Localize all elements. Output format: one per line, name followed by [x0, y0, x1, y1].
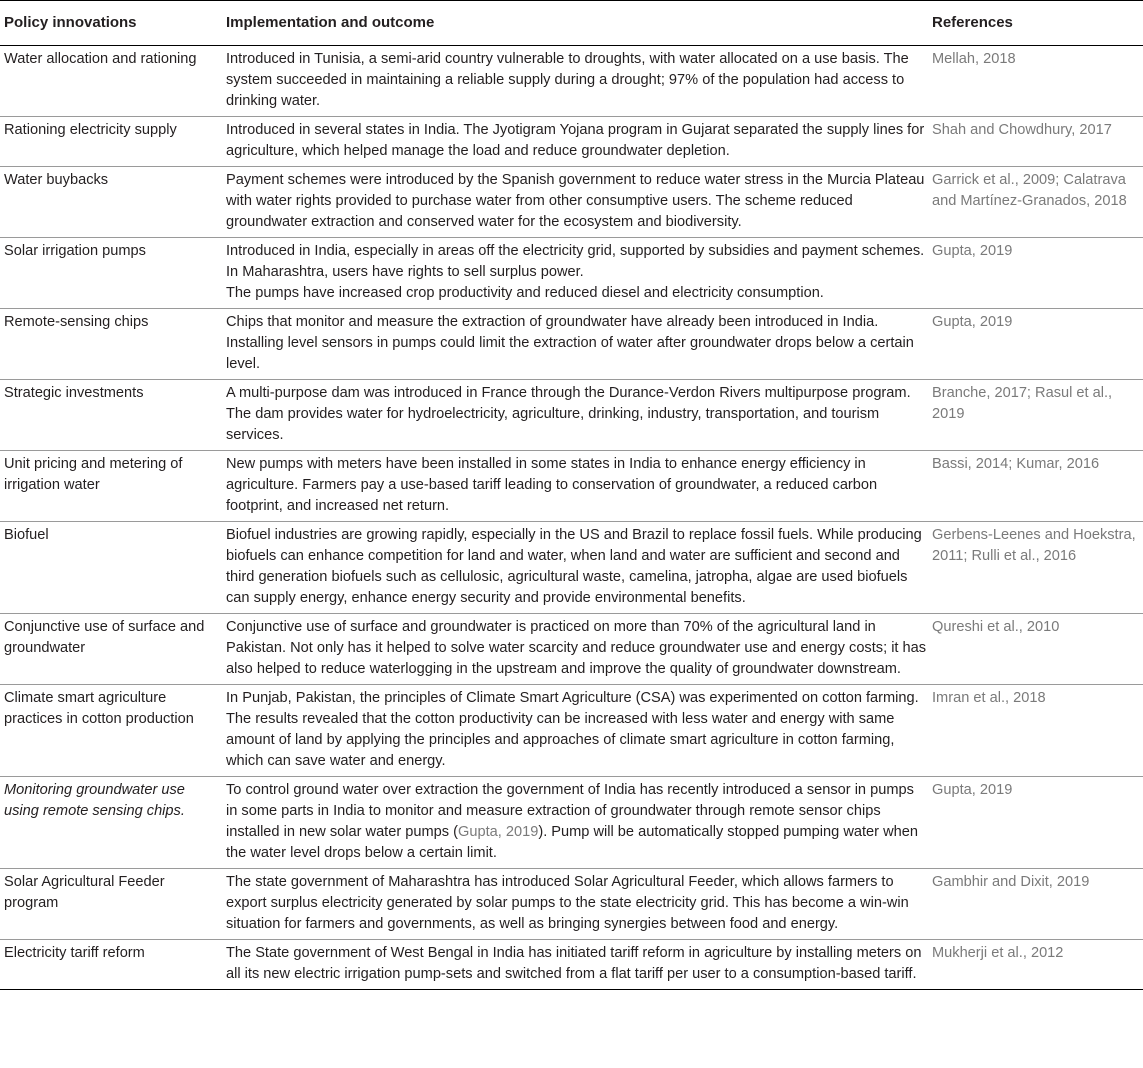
policy-cell: Electricity tariff reform [0, 940, 224, 990]
references-cell: Branche, 2017; Rasul et al., 2019 [930, 380, 1143, 451]
policy-cell: Solar Agricultural Feeder program [0, 869, 224, 940]
policy-cell: Biofuel [0, 522, 224, 614]
references-cell: Qureshi et al., 2010 [930, 614, 1143, 685]
implementation-text: ). Pump will be automatically stopped pumping water when the water level drops below a certain limit. [226, 824, 918, 861]
implementation-cell: The state government of Maharashtra has introduced Solar Agricultural Feeder, which allows farmers to export surplus electricity generated by solar pumps to the state electricity grid. This has become a win-win situation for farmers and governments, as well as bringing synergies between food and energy. [224, 869, 930, 940]
policy-cell: Conjunctive use of surface and groundwater [0, 614, 224, 685]
table-row [0, 685, 1143, 777]
implementation-cell [224, 238, 930, 309]
table-row [0, 869, 1143, 940]
implementation-cell: A multi-purpose dam was introduced in France through the Durance-Verdon Rivers multipurpose program. The dam provides water for hydroelectricity, agriculture, drinking, industry, transportation, and tourism services. [224, 380, 930, 451]
implementation-cell: New pumps with meters have been installed in some states in India to enhance energy efficiency in agriculture. Farmers pay a use-based tariff leading to conservation of groundwater, a reduced carbon footprint, and increased net return. [224, 451, 930, 522]
table-row [0, 167, 1143, 238]
policy-cell: Remote-sensing chips [0, 309, 224, 380]
policy-cell: Water buybacks [0, 167, 224, 238]
references-cell: Imran et al., 2018 [930, 685, 1143, 777]
policy-cell: Water allocation and rationing [0, 46, 224, 117]
policy-cell: Rationing electricity supply [0, 117, 224, 167]
table-body [0, 46, 1143, 990]
table-row [0, 451, 1143, 522]
implementation-cell [224, 777, 930, 869]
policy-cell: Solar irrigation pumps [0, 238, 224, 309]
implementation-cell: Introduced in Tunisia, a semi-arid country vulnerable to droughts, with water allocated on a use basis. The system succeeded in maintaining a reliable supply during a drought; 97% of the population had access to drinking water. [224, 46, 930, 117]
table-row [0, 46, 1143, 117]
references-cell: Gupta, 2019 [930, 309, 1143, 380]
table-header [0, 1, 1143, 46]
header-row [0, 1, 1143, 46]
header-references: References [930, 1, 1143, 46]
table-row [0, 238, 1143, 309]
implementation-cell: In Punjab, Pakistan, the principles of Climate Smart Agriculture (CSA) was experimented on cotton farming. The results revealed that the cotton productivity can be increased with less water and energy with same amount of land by applying the principles and approaches of climate smart agriculture in cotton farming, which can save water and energy. [224, 685, 930, 777]
policy-cell: Strategic investments [0, 380, 224, 451]
table-row [0, 940, 1143, 990]
references-cell: Gupta, 2019 [930, 777, 1143, 869]
table-row [0, 522, 1143, 614]
policy-cell: Climate smart agriculture practices in cotton production [0, 685, 224, 777]
table-row [0, 380, 1143, 451]
policy-cell: Monitoring groundwater use using remote sensing chips. [0, 777, 224, 869]
references-cell: Mellah, 2018 [930, 46, 1143, 117]
references-cell: Bassi, 2014; Kumar, 2016 [930, 451, 1143, 522]
implementation-cell: Payment schemes were introduced by the Spanish government to reduce water stress in the Murcia Plateau with water rights provided to purchase water from other consumptive users. The scheme reduced groundwater extraction and conserved water for the ecosystem and biodiversity. [224, 167, 930, 238]
references-cell: Gerbens-Leenes and Hoekstra, 2011; Rulli et al., 2016 [930, 522, 1143, 614]
citation-link[interactable]: Gupta, 2019 [457, 824, 539, 840]
table-row [0, 309, 1143, 380]
policy-cell: Unit pricing and metering of irrigation water [0, 451, 224, 522]
references-cell: Mukherji et al., 2012 [930, 940, 1143, 990]
table-row [0, 117, 1143, 167]
implementation-cell: Biofuel industries are growing rapidly, especially in the US and Brazil to replace fossil fuels. While producing biofuels can enhance competition for land and water, when land and water are sufficient and second and third generation biofuels such as cellulosic, agricultural waste, camelina, jatropha, algae are used biofuels can supply energy, enhance energy security and provide environmental benefits. [224, 522, 930, 614]
references-cell: Gambhir and Dixit, 2019 [930, 869, 1143, 940]
implementation-cell: Conjunctive use of surface and groundwater is practiced on more than 70% of the agricultural land in Pakistan. Not only has it helped to solve water scarcity and reduce groundwater use and energy costs; it has also helped to reduce waterlogging in the upstream and improve the quality of groundwater downstream. [224, 614, 930, 685]
implementation-cell: The State government of West Bengal in India has initiated tariff reform in agriculture by installing meters on all its new electric irrigation pump-sets and switched from a flat tariff per user to a consumption-based tariff. [224, 940, 930, 990]
implementation-line: The pumps have increased crop productivity and reduced diesel and electricity consumption. [226, 285, 824, 301]
references-cell: Gupta, 2019 [930, 238, 1143, 309]
table-row [0, 777, 1143, 869]
table-row [0, 614, 1143, 685]
header-policy: Policy innovations [0, 1, 224, 46]
references-cell: Garrick et al., 2009; Calatrava and Martínez-Granados, 2018 [930, 167, 1143, 238]
references-cell: Shah and Chowdhury, 2017 [930, 117, 1143, 167]
implementation-cell: Introduced in several states in India. The Jyotigram Yojana program in Gujarat separated the supply lines for agriculture, which helped manage the load and reduce groundwater depletion. [224, 117, 930, 167]
header-implementation: Implementation and outcome [224, 1, 930, 46]
implementation-text: To control ground water over extraction the government of India has recently introduced a sensor in pumps in some parts in India to monitor and measure extraction of groundwater through remote sensor chips installed in new solar water pumps ( [226, 782, 914, 840]
implementation-cell: Chips that monitor and measure the extraction of groundwater have already been introduced in India. Installing level sensors in pumps could limit the extraction of water after groundwater drops below a certain level. [224, 309, 930, 380]
implementation-line: Introduced in India, especially in areas off the electricity grid, supported by subsidies and payment schemes. In Maharashtra, users have rights to sell surplus power. [226, 243, 925, 280]
